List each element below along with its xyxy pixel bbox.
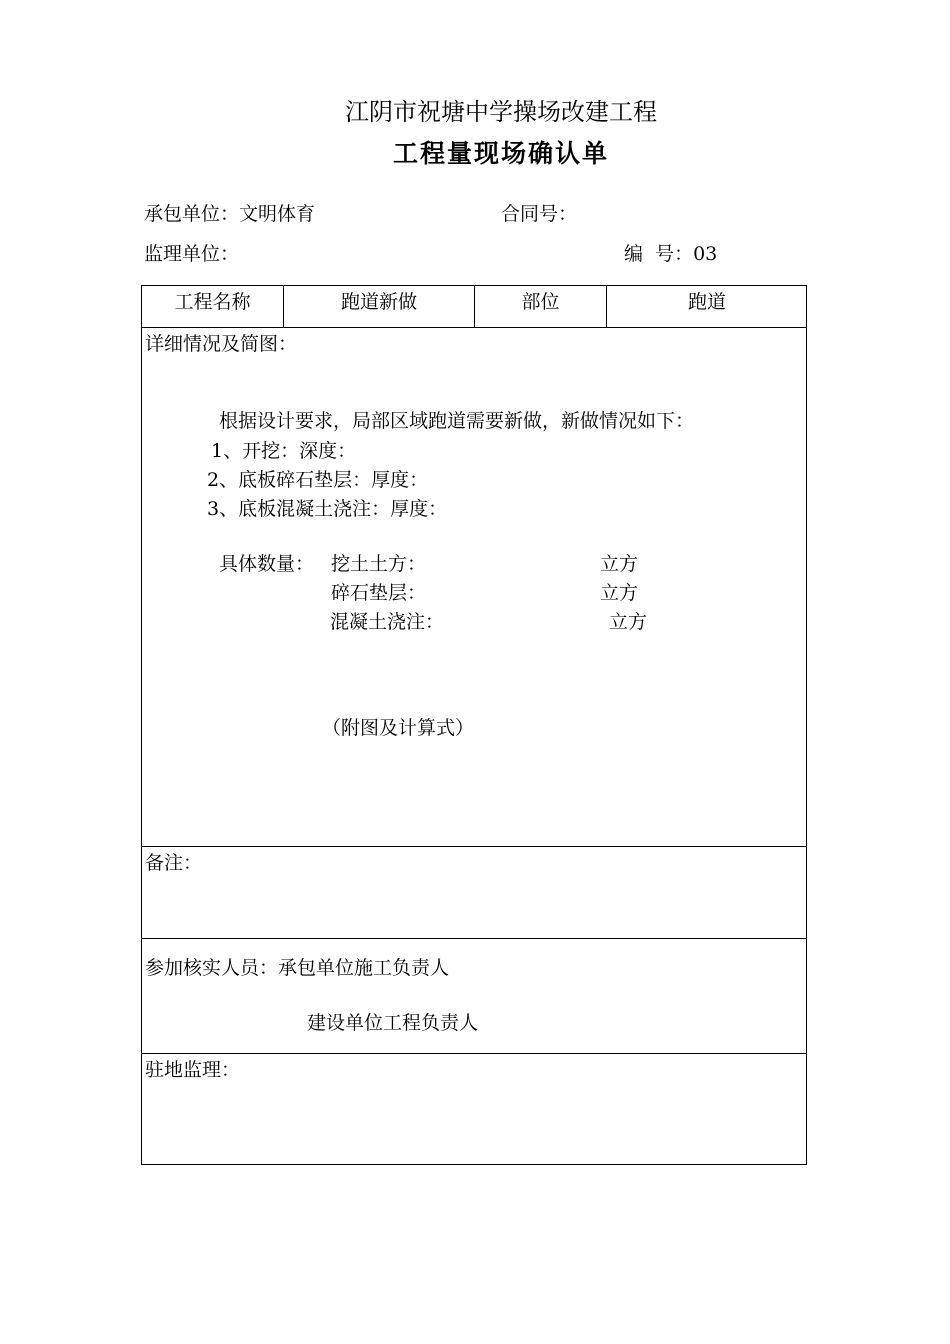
document-number-field: 编 号：03	[624, 243, 718, 265]
quantity-label: 具体数量：	[219, 553, 315, 575]
project-name-value: 跑道新做	[340, 291, 417, 313]
table-divider	[141, 1053, 807, 1054]
quantity-name: 碎石垫层：	[331, 582, 427, 604]
location-label: 部位	[521, 291, 560, 313]
table-divider	[141, 846, 807, 847]
quantity-unit: 立方	[609, 611, 648, 633]
details-intro: 根据设计要求，局部区域跑道需要新做，新做情况如下：	[219, 410, 695, 432]
verification-second: 建设单位工程负责人	[307, 1012, 479, 1034]
details-label: 详细情况及简图：	[145, 333, 298, 355]
detail-item: 2、底板碎石垫层：厚度：	[207, 469, 429, 491]
attachment-note: （附图及计算式）	[322, 717, 475, 739]
quantity-name: 挖土土方：	[331, 553, 427, 575]
supervisor-field: 监理单位：	[144, 243, 240, 265]
contractor-field: 承包单位：文明体育	[144, 203, 316, 225]
verification-label: 参加核实人员：承包单位施工负责人	[145, 957, 450, 979]
resident-supervisor-label: 驻地监理：	[145, 1059, 241, 1081]
remarks-label: 备注：	[145, 852, 203, 874]
location-value: 跑道	[687, 291, 726, 313]
project-name-label: 工程名称	[174, 291, 251, 313]
detail-item: 1、开挖：深度：	[211, 440, 357, 462]
table-divider	[141, 327, 807, 328]
detail-item: 3、底板混凝土浇注：厚度：	[207, 498, 448, 520]
document-title: 江阴市祝塘中学操场改建工程	[345, 98, 657, 126]
quantity-name: 混凝土浇注：	[330, 611, 445, 633]
table-divider	[141, 938, 807, 939]
quantity-unit: 立方	[600, 553, 639, 575]
contract-number-field: 合同号：	[501, 203, 578, 225]
document-subtitle: 工程量现场确认单	[392, 139, 609, 168]
quantity-unit: 立方	[600, 582, 639, 604]
